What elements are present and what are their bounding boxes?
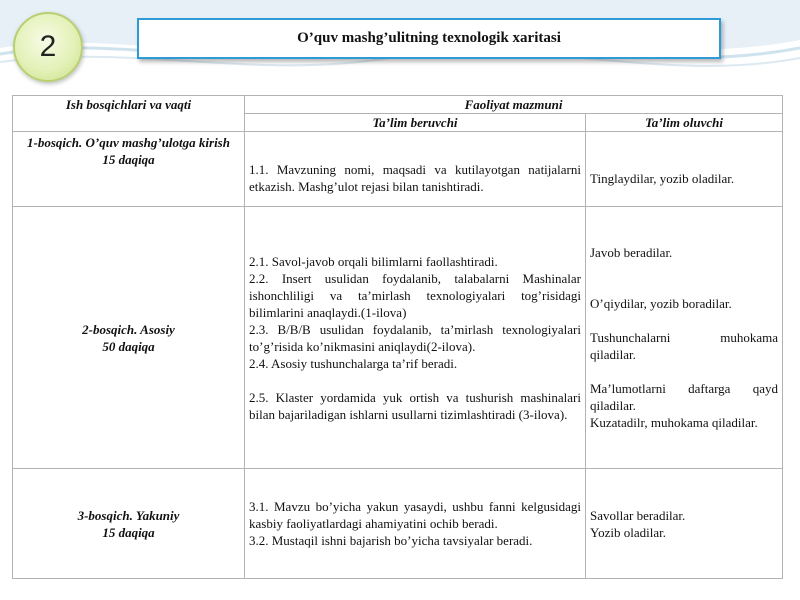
teacher-cell <box>245 132 586 207</box>
header-teacher: Ta’lim beruvchi <box>245 114 586 132</box>
learner-cell <box>586 469 783 579</box>
learner-cell <box>586 207 783 469</box>
learner-activity: Tinglaydilar, yozib oladilar. <box>590 170 735 186</box>
teacher-activity: 2.2. Insert usulidan foydalanib, talabalarni Mashinalar ishonchliligi va ta’mirlash texnologiyalari tog’risidagi bilimlarini anaqlaydi.(1-ilova) <box>249 270 581 320</box>
teacher-cell <box>245 469 586 579</box>
stage-time: 50 daqiqa <box>102 338 155 354</box>
teacher-cell <box>245 207 586 469</box>
stage-cell <box>13 207 245 469</box>
slide-title: O’quv mashg’ulitning texnologik xaritasi <box>297 30 561 46</box>
teacher-activity: 2.1. Savol-javob orqali bilimlarni faollashtiradi. <box>249 253 498 269</box>
stage-name: 1-bosqich. O’quv mashg’ulotga kirish <box>27 135 230 150</box>
learner-activity: Tushunchalarni muhokama qiladilar. <box>590 330 779 362</box>
stage-time: 15 daqiqa <box>102 524 155 540</box>
learner-activity: O’qiydilar, yozib boradilar. <box>590 296 732 311</box>
teacher-activity: 2.3. B/B/B usulidan foydalanib, ta’mirlash texnologiyalari to’g’risida ko’nikmasini aniqlaydi(2-ilova). <box>249 321 581 354</box>
teacher-activity: 3.1. Mavzu bo’yicha yakun yasaydi, ushbu fanni kelgusidagi kasbiy faoliyatlardagi ahamiyatini ochib beradi. <box>249 499 581 531</box>
header-learner: Ta’lim oluvchi <box>586 114 783 132</box>
learner-activity: Yozib oladilar. <box>590 524 666 540</box>
teacher-activity: 2.4. Asosiy tushunchalarga ta’rif beradi. <box>249 355 458 371</box>
technology-map-table <box>12 95 783 579</box>
slide-title-box <box>137 18 721 59</box>
slide-number: 2 <box>39 30 57 63</box>
learner-cell <box>586 132 783 207</box>
learner-activity: Kuzatadilr, muhokama qiladilar. <box>590 415 758 430</box>
teacher-activity: 1.1. Mavzuning nomi, maqsadi va kutilayotgan natijalarni etkazish. Mashg’ulot rejasi bilan tanishtiradi. <box>249 162 581 194</box>
stage-name: 3-bosqich. Yakuniy <box>77 507 180 523</box>
table-row <box>13 207 783 469</box>
learner-activity: Ma’lumotlarni daftarga qayd qiladilar. <box>590 381 779 413</box>
stage-time: 15 daqiqa <box>102 152 155 167</box>
learner-activity: Savollar beradilar. <box>590 507 686 523</box>
learner-activity: Javob beradilar. <box>590 245 673 260</box>
stage-cell <box>13 469 245 579</box>
header-stage: Ish bosqichlari va vaqti <box>13 96 245 132</box>
stage-name: 2-bosqich. Asosiy <box>82 321 175 337</box>
header-row-1 <box>13 96 783 114</box>
header-content: Faoliyat mazmuni <box>245 96 783 114</box>
slide-number-badge <box>13 12 83 82</box>
stage-cell <box>13 132 245 207</box>
teacher-activity: 2.5. Klaster yordamida yuk ortish va tushurish mashinalari bilan bajariladigan ishlarni usullarni tizimlashtiradi (3-ilova). <box>249 389 581 422</box>
table-row <box>13 132 783 207</box>
teacher-activity: 3.2. Mustaqil ishni bajarish bo’yicha tavsiyalar beradi. <box>249 533 533 548</box>
table-row <box>13 469 783 579</box>
